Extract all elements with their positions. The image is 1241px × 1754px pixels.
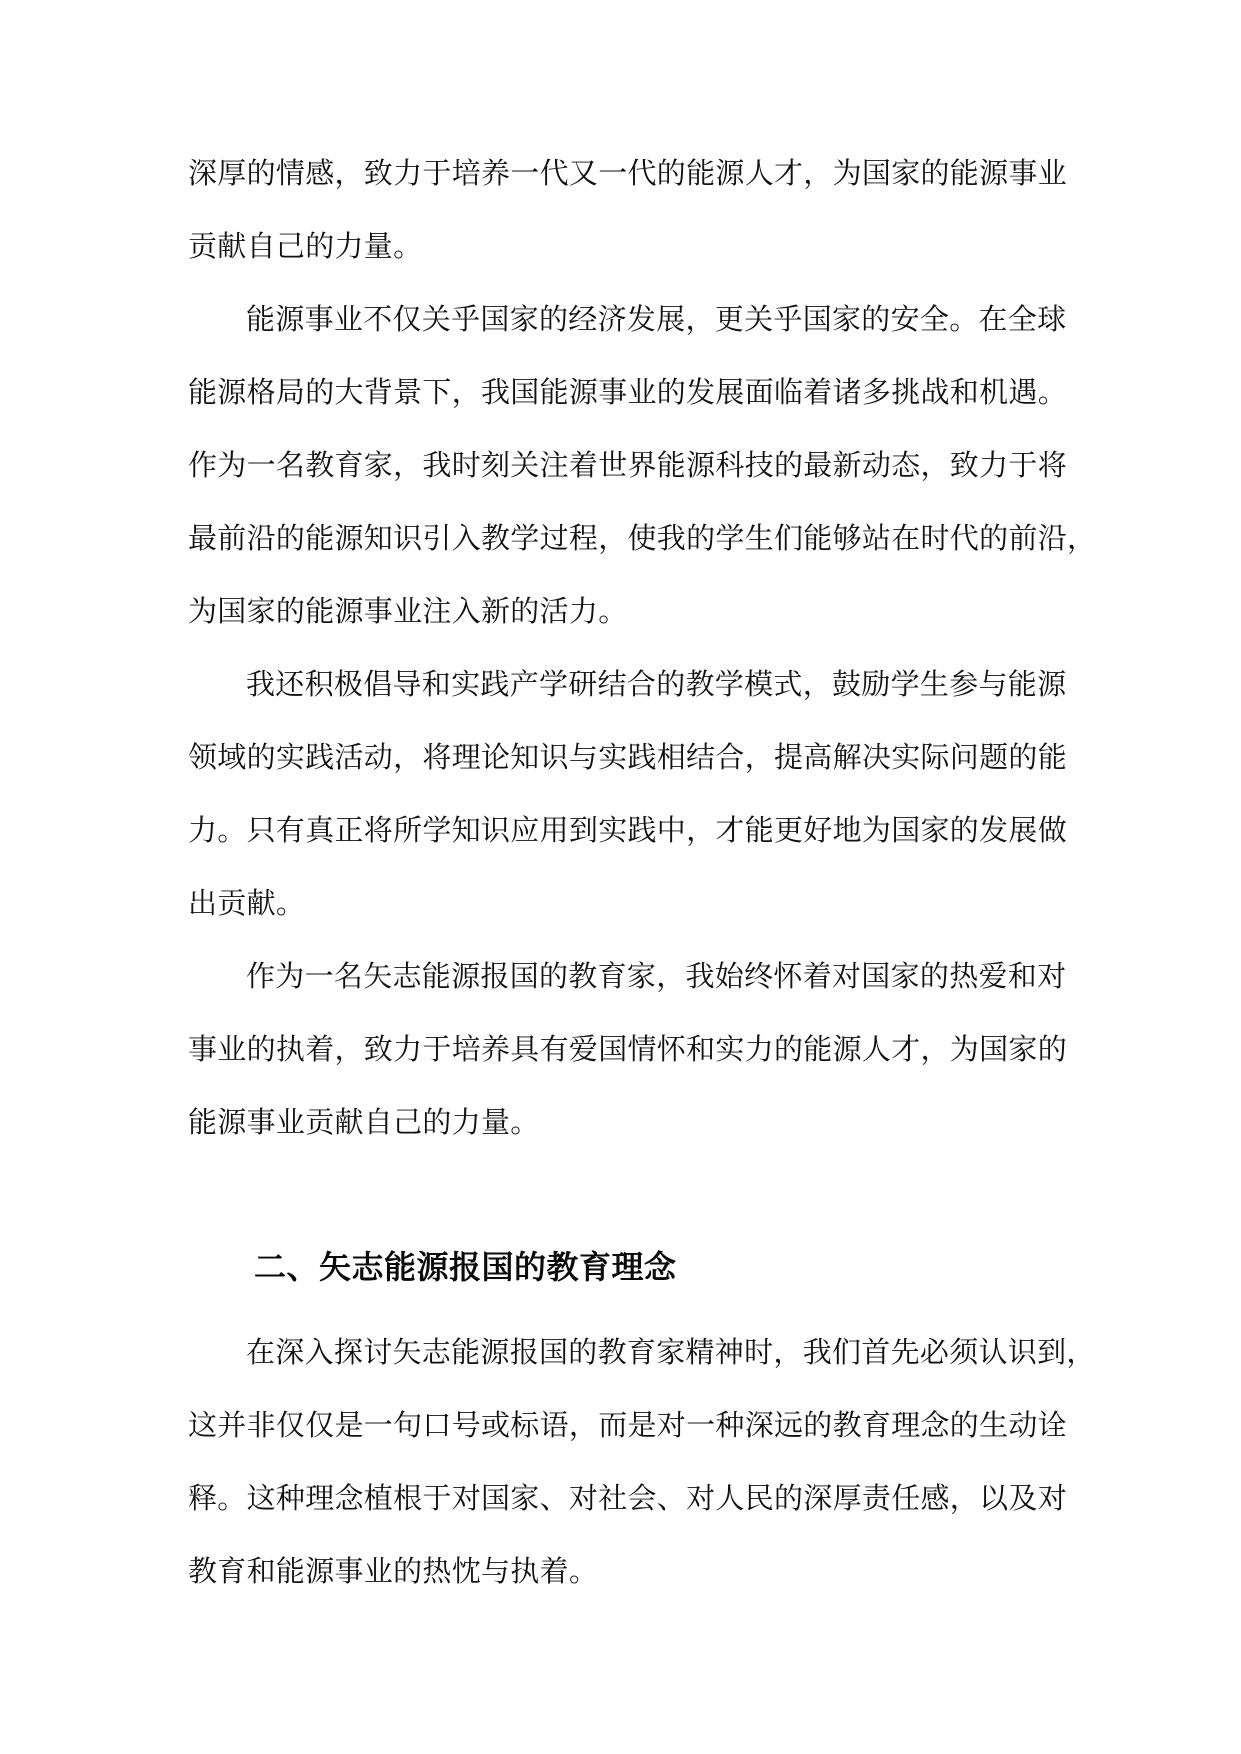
paragraph-line: 出贡献。	[188, 886, 306, 920]
paragraph-line: 释。这种理念植根于对国家、对社会、对人民的深厚责任感，以及对	[188, 1481, 1068, 1515]
paragraph-line: 能源事业不仅关乎国家的经济发展，更关乎国家的安全。在全球	[246, 302, 1067, 336]
paragraph-line: 力。只有真正将所学知识应用到实践中，才能更好地为国家的发展做	[188, 813, 1068, 847]
paragraph-line: 我还积极倡导和实践产学研结合的教学模式，鼓励学生参与能源	[246, 667, 1067, 701]
paragraph-line: 领域的实践活动，将理论知识与实践相结合，提高解决实际问题的能	[188, 740, 1068, 774]
paragraph-line: 在深入探讨矢志能源报国的教育家精神时，我们首先必须认识到，	[246, 1335, 1096, 1369]
section-heading: 二、矢志能源报国的教育理念	[254, 1248, 677, 1286]
paragraph-line: 事业的执着，致力于培养具有爱国情怀和实力的能源人才，为国家的	[188, 1032, 1068, 1066]
paragraph-line: 作为一名教育家，我时刻关注着世界能源科技的最新动态，致力于将	[188, 448, 1068, 482]
paragraph-line: 最前沿的能源知识引入教学过程，使我的学生们能够站在时代的前沿，	[188, 521, 1097, 555]
paragraph-line: 为国家的能源事业注入新的活力。	[188, 594, 628, 628]
paragraph-line: 作为一名矢志能源报国的教育家，我始终怀着对国家的热爱和对	[246, 959, 1067, 993]
paragraph-line: 深厚的情感，致力于培养一代又一代的能源人才，为国家的能源事业	[188, 156, 1068, 190]
paragraph-line: 这并非仅仅是一句口号或标语，而是对一种深远的教育理念的生动诠	[188, 1408, 1068, 1442]
paragraph-line: 教育和能源事业的热忱与执着。	[188, 1554, 599, 1588]
paragraph-line: 能源事业贡献自己的力量。	[188, 1105, 540, 1139]
paragraph-line: 能源格局的大背景下，我国能源事业的发展面临着诸多挑战和机遇。	[188, 375, 1068, 409]
paragraph-line: 贡献自己的力量。	[188, 229, 423, 263]
